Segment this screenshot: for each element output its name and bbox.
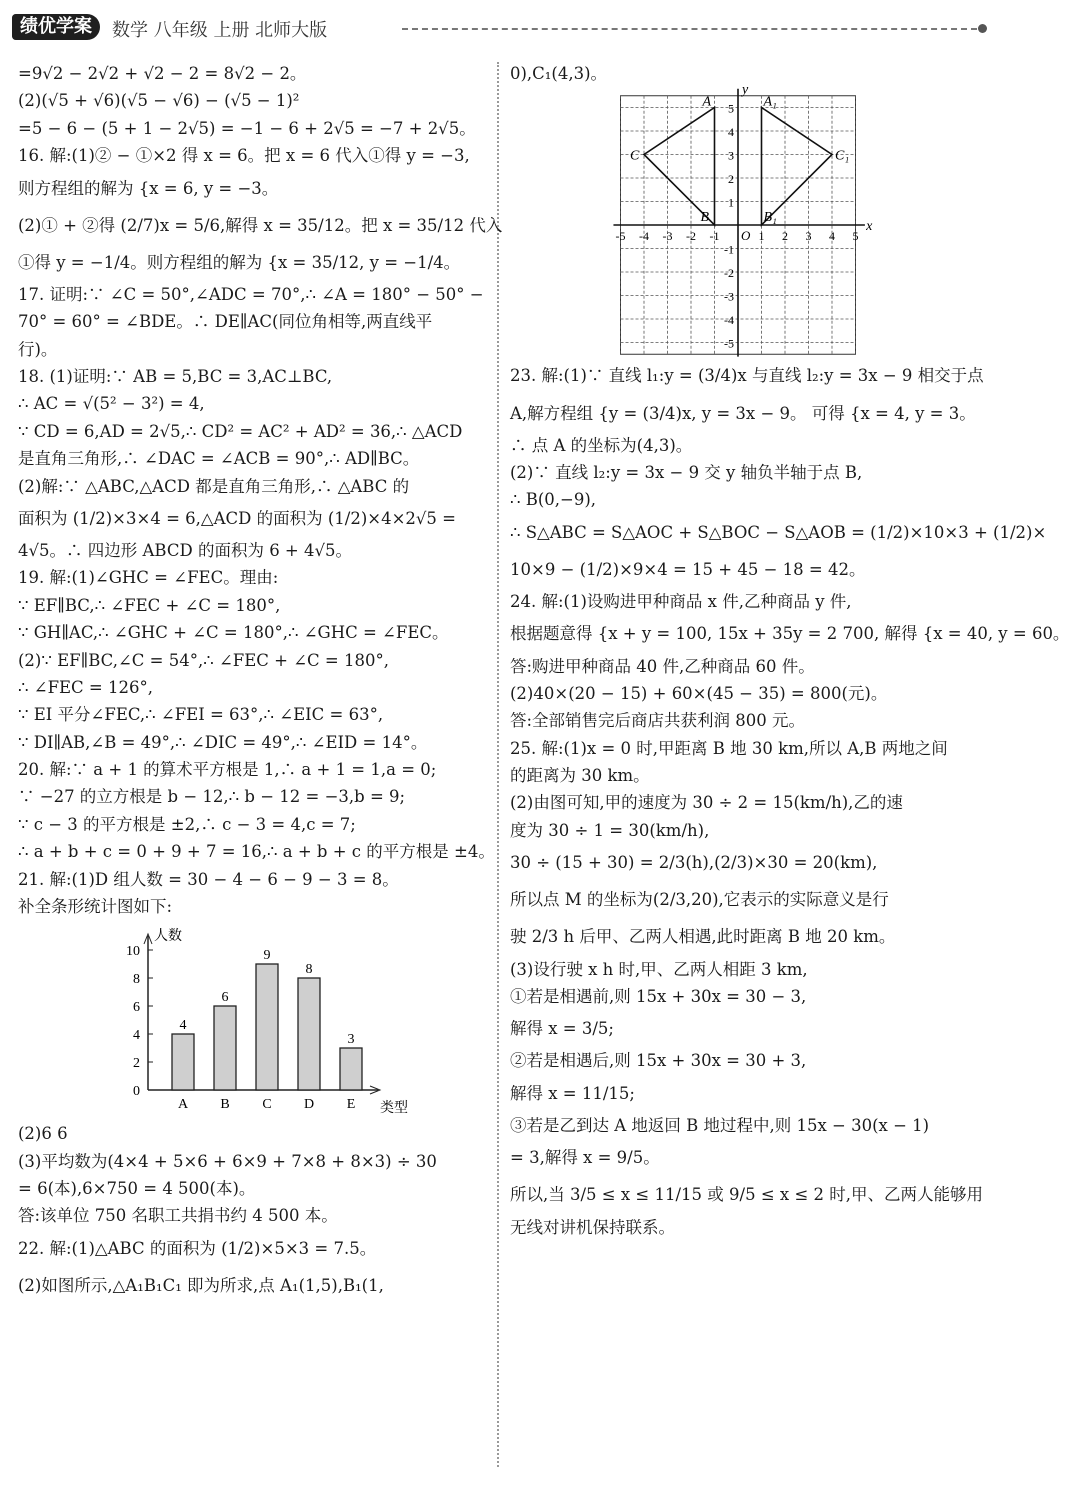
x-tick-label: -4 bbox=[639, 229, 649, 244]
x-tick-label: 2 bbox=[782, 229, 788, 244]
bar-value-label: 3 bbox=[347, 1032, 355, 1048]
y-tick-label: 4 bbox=[133, 1028, 140, 1044]
answer-line: 0),C₁(4,3)。 bbox=[510, 64, 608, 83]
answer-line: (2)∵ 直线 l₂:y = 3x − 9 交 y 轴负半轴于点 B, bbox=[510, 463, 863, 482]
answer-line: (3)设行驶 x h 时,甲、乙两人相距 3 km, bbox=[510, 959, 808, 979]
answer-line: = 3,解得 x = 9/5。 bbox=[510, 1148, 660, 1168]
x-tick-label: -2 bbox=[686, 229, 696, 244]
answer-line: ①得 y = −1/4。则方程组的解为 {x = 35/12, y = −1/4。 bbox=[18, 252, 461, 272]
category-label: E bbox=[346, 1097, 356, 1113]
triangle-a1b1c1 bbox=[762, 108, 833, 226]
answer-line: 答:购进甲种商品 40 件,乙种商品 60 件。 bbox=[510, 656, 815, 676]
answer-line: 21. 解:(1)D 组人数 = 30 − 4 − 6 − 9 − 3 = 8。 bbox=[18, 869, 399, 889]
point-label-b: B bbox=[700, 210, 710, 226]
y-tick-label: 2 bbox=[133, 1056, 140, 1072]
answer-line: 所以,当 3/5 ≤ x ≤ 11/15 或 9/5 ≤ x ≤ 2 时,甲、乙两人能够用 bbox=[510, 1185, 983, 1205]
answer-line: 22. 解:(1)△ABC 的面积为 (1/2)×5×3 = 7.5。 bbox=[18, 1238, 377, 1258]
answer-line: 行)。 bbox=[18, 339, 58, 359]
x-tick-label: 3 bbox=[805, 229, 812, 244]
right-column bbox=[510, 60, 1069, 1241]
answer-line: 答:全部销售完后商店共获利润 800 元。 bbox=[510, 711, 806, 731]
y-tick-label: 5 bbox=[728, 101, 734, 116]
answer-line: (2)① + ②得 (2/7)x = 5/6,解得 x = 35/12。把 x = 35/12 代入 bbox=[18, 215, 503, 235]
x-tick-label: -1 bbox=[709, 229, 720, 244]
origin-label: O bbox=[741, 228, 751, 244]
answer-line: ∵ −27 的立方根是 b − 12,∴ b − 12 = −3,b = 9; bbox=[18, 787, 406, 807]
answer-line: 所以点 M 的坐标为(2/3,20),它表示的实际意义是行 bbox=[510, 890, 889, 910]
y-tick-label: 6 bbox=[133, 1000, 140, 1016]
point-label-a: A bbox=[702, 94, 712, 110]
y-tick-label: 0 bbox=[133, 1084, 140, 1100]
answer-line: 是直角三角形,∴ ∠DAC = ∠ACB = 90°,∴ AD∥BC。 bbox=[18, 449, 420, 469]
x-tick-label: 5 bbox=[852, 229, 859, 244]
y-tick-label: -3 bbox=[724, 289, 734, 304]
answer-line: ①若是相遇前,则 15x + 30x = 30 − 3, bbox=[510, 986, 807, 1006]
y-tick-label: 8 bbox=[133, 972, 140, 988]
category-label: C bbox=[262, 1097, 272, 1113]
point-label-c: C bbox=[630, 148, 640, 164]
answer-line: (3)平均数为(4×4 + 5×6 + 6×9 + 7×8 + 8×3) ÷ 30 bbox=[18, 1151, 437, 1171]
bar bbox=[298, 978, 320, 1090]
answer-line: 25. 解:(1)x = 0 时,甲距离 B 地 30 km,所以 A,B 两地之间 bbox=[510, 738, 948, 758]
answer-line: 30 ÷ (15 + 30) = 2/3(h),(2/3)×30 = 20(km), bbox=[510, 853, 878, 873]
answer-line: ∵ GH∥AC,∴ ∠GHC + ∠C = 180°,∴ ∠GHC = ∠FEC。 bbox=[18, 623, 449, 643]
x-tick-label: -5 bbox=[615, 229, 626, 244]
answer-line: 4√5。∴ 四边形 ABCD 的面积为 6 + 4√5。 bbox=[18, 541, 353, 560]
x-tick-label: 4 bbox=[829, 229, 835, 244]
answer-line: 10×9 − (1/2)×9×4 = 15 + 45 − 18 = 42。 bbox=[510, 559, 866, 579]
answer-line: 度为 30 ÷ 1 = 30(km/h), bbox=[510, 820, 710, 840]
answer-line: 则方程组的解为 {x = 6, y = −3。 bbox=[18, 178, 279, 198]
answer-line: (2)40×(20 − 15) + 60×(45 − 35) = 800(元)。 bbox=[510, 683, 888, 703]
answer-line: 的距离为 30 km。 bbox=[510, 766, 650, 785]
answer-line: ∴ S△ABC = S△AOC + S△BOC − S△AOB = (1/2)×10×3 + (1/2)× bbox=[510, 522, 1047, 542]
answer-line: 根据题意得 {x + y = 100, 15x + 35y = 2 700, 解得 {x = 40, y = 60。 bbox=[510, 624, 1069, 644]
x-tick-label: -3 bbox=[662, 229, 673, 244]
answer-line: ∴ B(0,−9), bbox=[510, 490, 597, 510]
header-dashed-rule bbox=[402, 28, 977, 30]
answer-line: (2)由图可知,甲的速度为 30 ÷ 2 = 15(km/h),乙的速 bbox=[510, 793, 903, 813]
book-subtitle: 数学 八年级 上册 北师大版 bbox=[112, 20, 328, 41]
y-axis-label: y bbox=[742, 82, 749, 98]
point-label-b1: B₁ bbox=[763, 210, 777, 226]
category-label: D bbox=[303, 1097, 315, 1113]
coordinate-grid-figure bbox=[615, 82, 873, 357]
answer-line: ∴ ∠FEC = 126°, bbox=[18, 677, 153, 697]
answer-line: =5 − 6 − (5 + 1 − 2√5) = −1 − 6 + 2√5 = −7 + 2√5。 bbox=[18, 118, 476, 138]
answer-line: ∴ AC = √(5² − 3²) = 4, bbox=[18, 394, 205, 414]
y-tick-label: -1 bbox=[724, 242, 734, 257]
answer-line: 驶 2/3 h 后甲、乙两人相遇,此时距离 B 地 20 km。 bbox=[510, 927, 896, 947]
answer-line: 18. (1)证明:∵ AB = 5,BC = 3,AC⊥BC, bbox=[18, 367, 333, 386]
answer-line: 补全条形统计图如下: bbox=[18, 896, 173, 916]
answer-line: (2)如图所示,△A₁B₁C₁ 即为所求,点 A₁(1,5),B₁(1, bbox=[18, 1275, 384, 1295]
y-tick-label: -5 bbox=[724, 336, 734, 351]
answer-line: ③若是乙到达 A 地返回 B 地过程中,则 15x − 30(x − 1) bbox=[510, 1115, 930, 1135]
answer-line: ∵ EF∥BC,∴ ∠FEC + ∠C = 180°, bbox=[18, 595, 281, 615]
answer-line: = 6(本),6×750 = 4 500(本)。 bbox=[18, 1179, 256, 1198]
answer-line: ∴ 点 A 的坐标为(4,3)。 bbox=[510, 435, 693, 455]
answer-line: ∵ EI 平分∠FEC,∴ ∠FEI = 63°,∴ ∠EIC = 63°, bbox=[18, 705, 384, 725]
y-tick-label: -2 bbox=[724, 266, 734, 281]
y-tick-label: 2 bbox=[728, 172, 734, 187]
left-column bbox=[18, 60, 503, 1304]
bar-value-label: 4 bbox=[179, 1018, 187, 1034]
answer-line: =9√2 − 2√2 + √2 − 2 = 8√2 − 2。 bbox=[18, 64, 307, 83]
answer-line: ∵ CD = 6,AD = 2√5,∴ CD² = AC² + AD² = 36,∴ △ACD bbox=[18, 421, 463, 441]
x-tick-label: 1 bbox=[758, 229, 765, 244]
bar bbox=[256, 964, 278, 1090]
answer-line: (2)(√5 + √6)(√5 − √6) − (√5 − 1)² bbox=[18, 91, 300, 111]
answer-line: 19. 解:(1)∠GHC = ∠FEC。理由: bbox=[18, 568, 279, 588]
bar bbox=[172, 1034, 194, 1090]
answer-line: 20. 解:∵ a + 1 的算术平方根是 1,∴ a + 1 = 1,a = 0; bbox=[18, 760, 437, 779]
answer-line: ∵ c − 3 的平方根是 ±2,∴ c − 3 = 4,c = 7; bbox=[18, 814, 356, 834]
triangle-abc bbox=[644, 108, 715, 226]
y-tick-label: -4 bbox=[724, 313, 734, 328]
category-label: B bbox=[220, 1097, 230, 1113]
y-axis-label: 人数 bbox=[154, 929, 182, 945]
answer-line: ∵ DI∥AB,∠B = 49°,∴ ∠DIC = 49°,∴ ∠EID = 14°。 bbox=[18, 732, 428, 752]
answer-line: 解得 x = 11/15; bbox=[510, 1083, 635, 1103]
brand-badge: 绩优学案 bbox=[12, 14, 100, 40]
y-tick-label: 3 bbox=[728, 148, 734, 163]
answer-line: 23. 解:(1)∵ 直线 l₁:y = (3/4)x 与直线 l₂:y = 3x − 9 相交于点 bbox=[510, 366, 984, 386]
page-header bbox=[12, 10, 988, 44]
y-tick-label: 1 bbox=[728, 195, 734, 210]
answer-line: (2)解:∵ △ABC,△ACD 都是直角三角形,∴ △ABC 的 bbox=[18, 476, 410, 496]
bar-value-label: 9 bbox=[263, 948, 271, 964]
answer-line: 解得 x = 3/5; bbox=[510, 1019, 614, 1039]
answer-line: ②若是相遇后,则 15x + 30x = 30 + 3, bbox=[510, 1051, 807, 1071]
column-divider bbox=[497, 62, 499, 1467]
bar bbox=[214, 1006, 236, 1090]
answer-line: 无线对讲机保持联系。 bbox=[510, 1217, 675, 1237]
answer-line: 17. 证明:∵ ∠C = 50°,∠ADC = 70°,∴ ∠A = 180° − 50° − bbox=[18, 284, 484, 304]
answer-line: 70° = 60° = ∠BDE。∴ DE∥AC(同位角相等,两直线平 bbox=[18, 312, 433, 332]
answer-line: (2)6 6 bbox=[18, 1124, 68, 1144]
answer-line: 答:该单位 750 名职工共捐书约 4 500 本。 bbox=[18, 1206, 338, 1226]
bar bbox=[340, 1048, 362, 1090]
x-axis-label: 类型 bbox=[380, 1101, 408, 1117]
answer-line: (2)∵ EF∥BC,∠C = 54°,∴ ∠FEC + ∠C = 180°, bbox=[18, 650, 389, 670]
y-tick-label: 10 bbox=[126, 944, 140, 960]
answer-line: 16. 解:(1)② − ①×2 得 x = 6。把 x = 6 代入①得 y = −3, bbox=[18, 146, 470, 166]
bar-value-label: 8 bbox=[305, 962, 313, 978]
answer-line: 面积为 (1/2)×3×4 = 6,△ACD 的面积为 (1/2)×4×2√5 = bbox=[18, 508, 456, 528]
category-label: A bbox=[177, 1097, 189, 1113]
header-dot bbox=[978, 24, 987, 33]
answer-line: ∴ a + b + c = 0 + 9 + 7 = 16,∴ a + b + c 的平方根是 ±4。 bbox=[18, 842, 495, 862]
answer-line: A,解方程组 {y = (3/4)x, y = 3x − 9。 可得 {x = 4, y = 3。 bbox=[510, 403, 976, 423]
x-axis-label: x bbox=[866, 219, 873, 235]
answer-line: 24. 解:(1)设购进甲种商品 x 件,乙种商品 y 件, bbox=[510, 592, 852, 611]
point-label-a1: A₁ bbox=[763, 94, 777, 110]
y-tick-label: 4 bbox=[728, 125, 734, 140]
bar-value-label: 6 bbox=[221, 990, 229, 1006]
point-label-c1: C₁ bbox=[835, 148, 850, 164]
bar-chart bbox=[108, 920, 408, 1120]
